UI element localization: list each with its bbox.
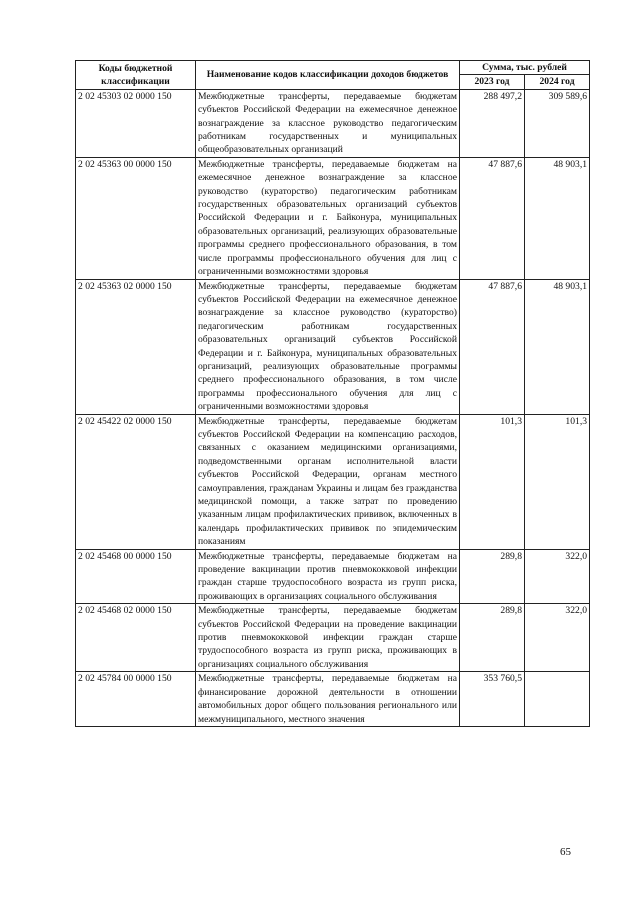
row-amount-2024 (525, 672, 590, 727)
header-year-2023: 2023 год (460, 75, 525, 89)
row-code: 2 02 45784 00 0000 150 (76, 672, 196, 727)
row-amount-2023: 289,8 (460, 604, 525, 672)
row-name: Межбюджетные трансферты, передаваемые бюджетам на проведение вакцинации против пневмококковой инфекции граждан старше трудоспособного возраста из групп риска, проживающих в организациях социального обслуживания (196, 549, 460, 604)
row-amount-2024: 48 903,1 (525, 279, 590, 414)
table-header-row (76, 61, 590, 75)
row-amount-2024: 309 589,6 (525, 89, 590, 157)
row-amount-2023: 47 887,6 (460, 157, 525, 279)
table-row (76, 672, 590, 727)
row-amount-2024: 322,0 (525, 604, 590, 672)
header-sum: Сумма, тыс. рублей (460, 61, 590, 75)
row-name: Межбюджетные трансферты, передаваемые бюджетам субъектов Российской Федерации на ежемесячное денежное вознаграждение за классное руководство (кураторство) педагогическим работникам государственных образовательных организаций субъектов Российской Федерации и г. Байконура, муниципальных образовательных организаций, реализующих образовательные программы среднего профессионального образования, в том числе программы профессионального обучения для лиц с ограниченными возможностями здоровья (196, 279, 460, 414)
row-amount-2024: 101,3 (525, 414, 590, 549)
table-row (76, 89, 590, 157)
budget-revenue-table (75, 60, 590, 727)
row-amount-2023: 288 497,2 (460, 89, 525, 157)
row-amount-2023: 47 887,6 (460, 279, 525, 414)
row-code: 2 02 45422 02 0000 150 (76, 414, 196, 549)
table-row (76, 549, 590, 604)
row-amount-2023: 353 760,5 (460, 672, 525, 727)
row-name: Межбюджетные трансферты, передаваемые бюджетам субъектов Российской Федерации на ежемесячное денежное вознаграждение за классное руководство педагогическим работникам государственных и муниципальных общеобразовательных организаций (196, 89, 460, 157)
row-amount-2024: 48 903,1 (525, 157, 590, 279)
row-name: Межбюджетные трансферты, передаваемые бюджетам на финансирование дорожной деятельности в отношении автомобильных дорог общего пользования регионального или межмуниципального, местного значения (196, 672, 460, 727)
table-row (76, 604, 590, 672)
row-amount-2023: 101,3 (460, 414, 525, 549)
table-row (76, 157, 590, 279)
table-row (76, 414, 590, 549)
row-amount-2024: 322,0 (525, 549, 590, 604)
header-code: Коды бюджетной классификации (76, 61, 196, 90)
table-row (76, 279, 590, 414)
header-name: Наименование кодов классификации доходов бюджетов (196, 61, 460, 90)
row-code: 2 02 45363 00 0000 150 (76, 157, 196, 279)
page-number: 65 (560, 846, 571, 858)
header-year-2024: 2024 год (525, 75, 590, 89)
row-code: 2 02 45303 02 0000 150 (76, 89, 196, 157)
row-amount-2023: 289,8 (460, 549, 525, 604)
row-code: 2 02 45468 00 0000 150 (76, 549, 196, 604)
row-name: Межбюджетные трансферты, передаваемые бюджетам субъектов Российской Федерации на проведение вакцинации против пневмококковой инфекции граждан старше трудоспособного возраста из групп риска, проживающих в организациях социального обслуживания (196, 604, 460, 672)
row-name: Межбюджетные трансферты, передаваемые бюджетам на ежемесячное денежное вознаграждение за классное руководство (кураторство) педагогическим работникам государственных образовательных организаций субъектов Российской Федерации и г. Байконура, муниципальных образовательных организаций, реализующих образовательные программы среднего профессионального образования, в том числе программы профессионального обучения для лиц с ограниченными возможностями здоровья (196, 157, 460, 279)
row-code: 2 02 45363 02 0000 150 (76, 279, 196, 414)
row-name: Межбюджетные трансферты, передаваемые бюджетам субъектов Российской Федерации на компенсацию расходов, связанных с оказанием медицинскими организациями, подведомственными органам исполнительной власти субъектов Российской Федерации, органам местного самоуправления, гражданам Украины и лицам без гражданства медицинской помощи, а также затрат по проведению указанным лицам профилактических прививок, включенных в календарь профилактических прививок по эпидемическим показаниям (196, 414, 460, 549)
row-code: 2 02 45468 02 0000 150 (76, 604, 196, 672)
